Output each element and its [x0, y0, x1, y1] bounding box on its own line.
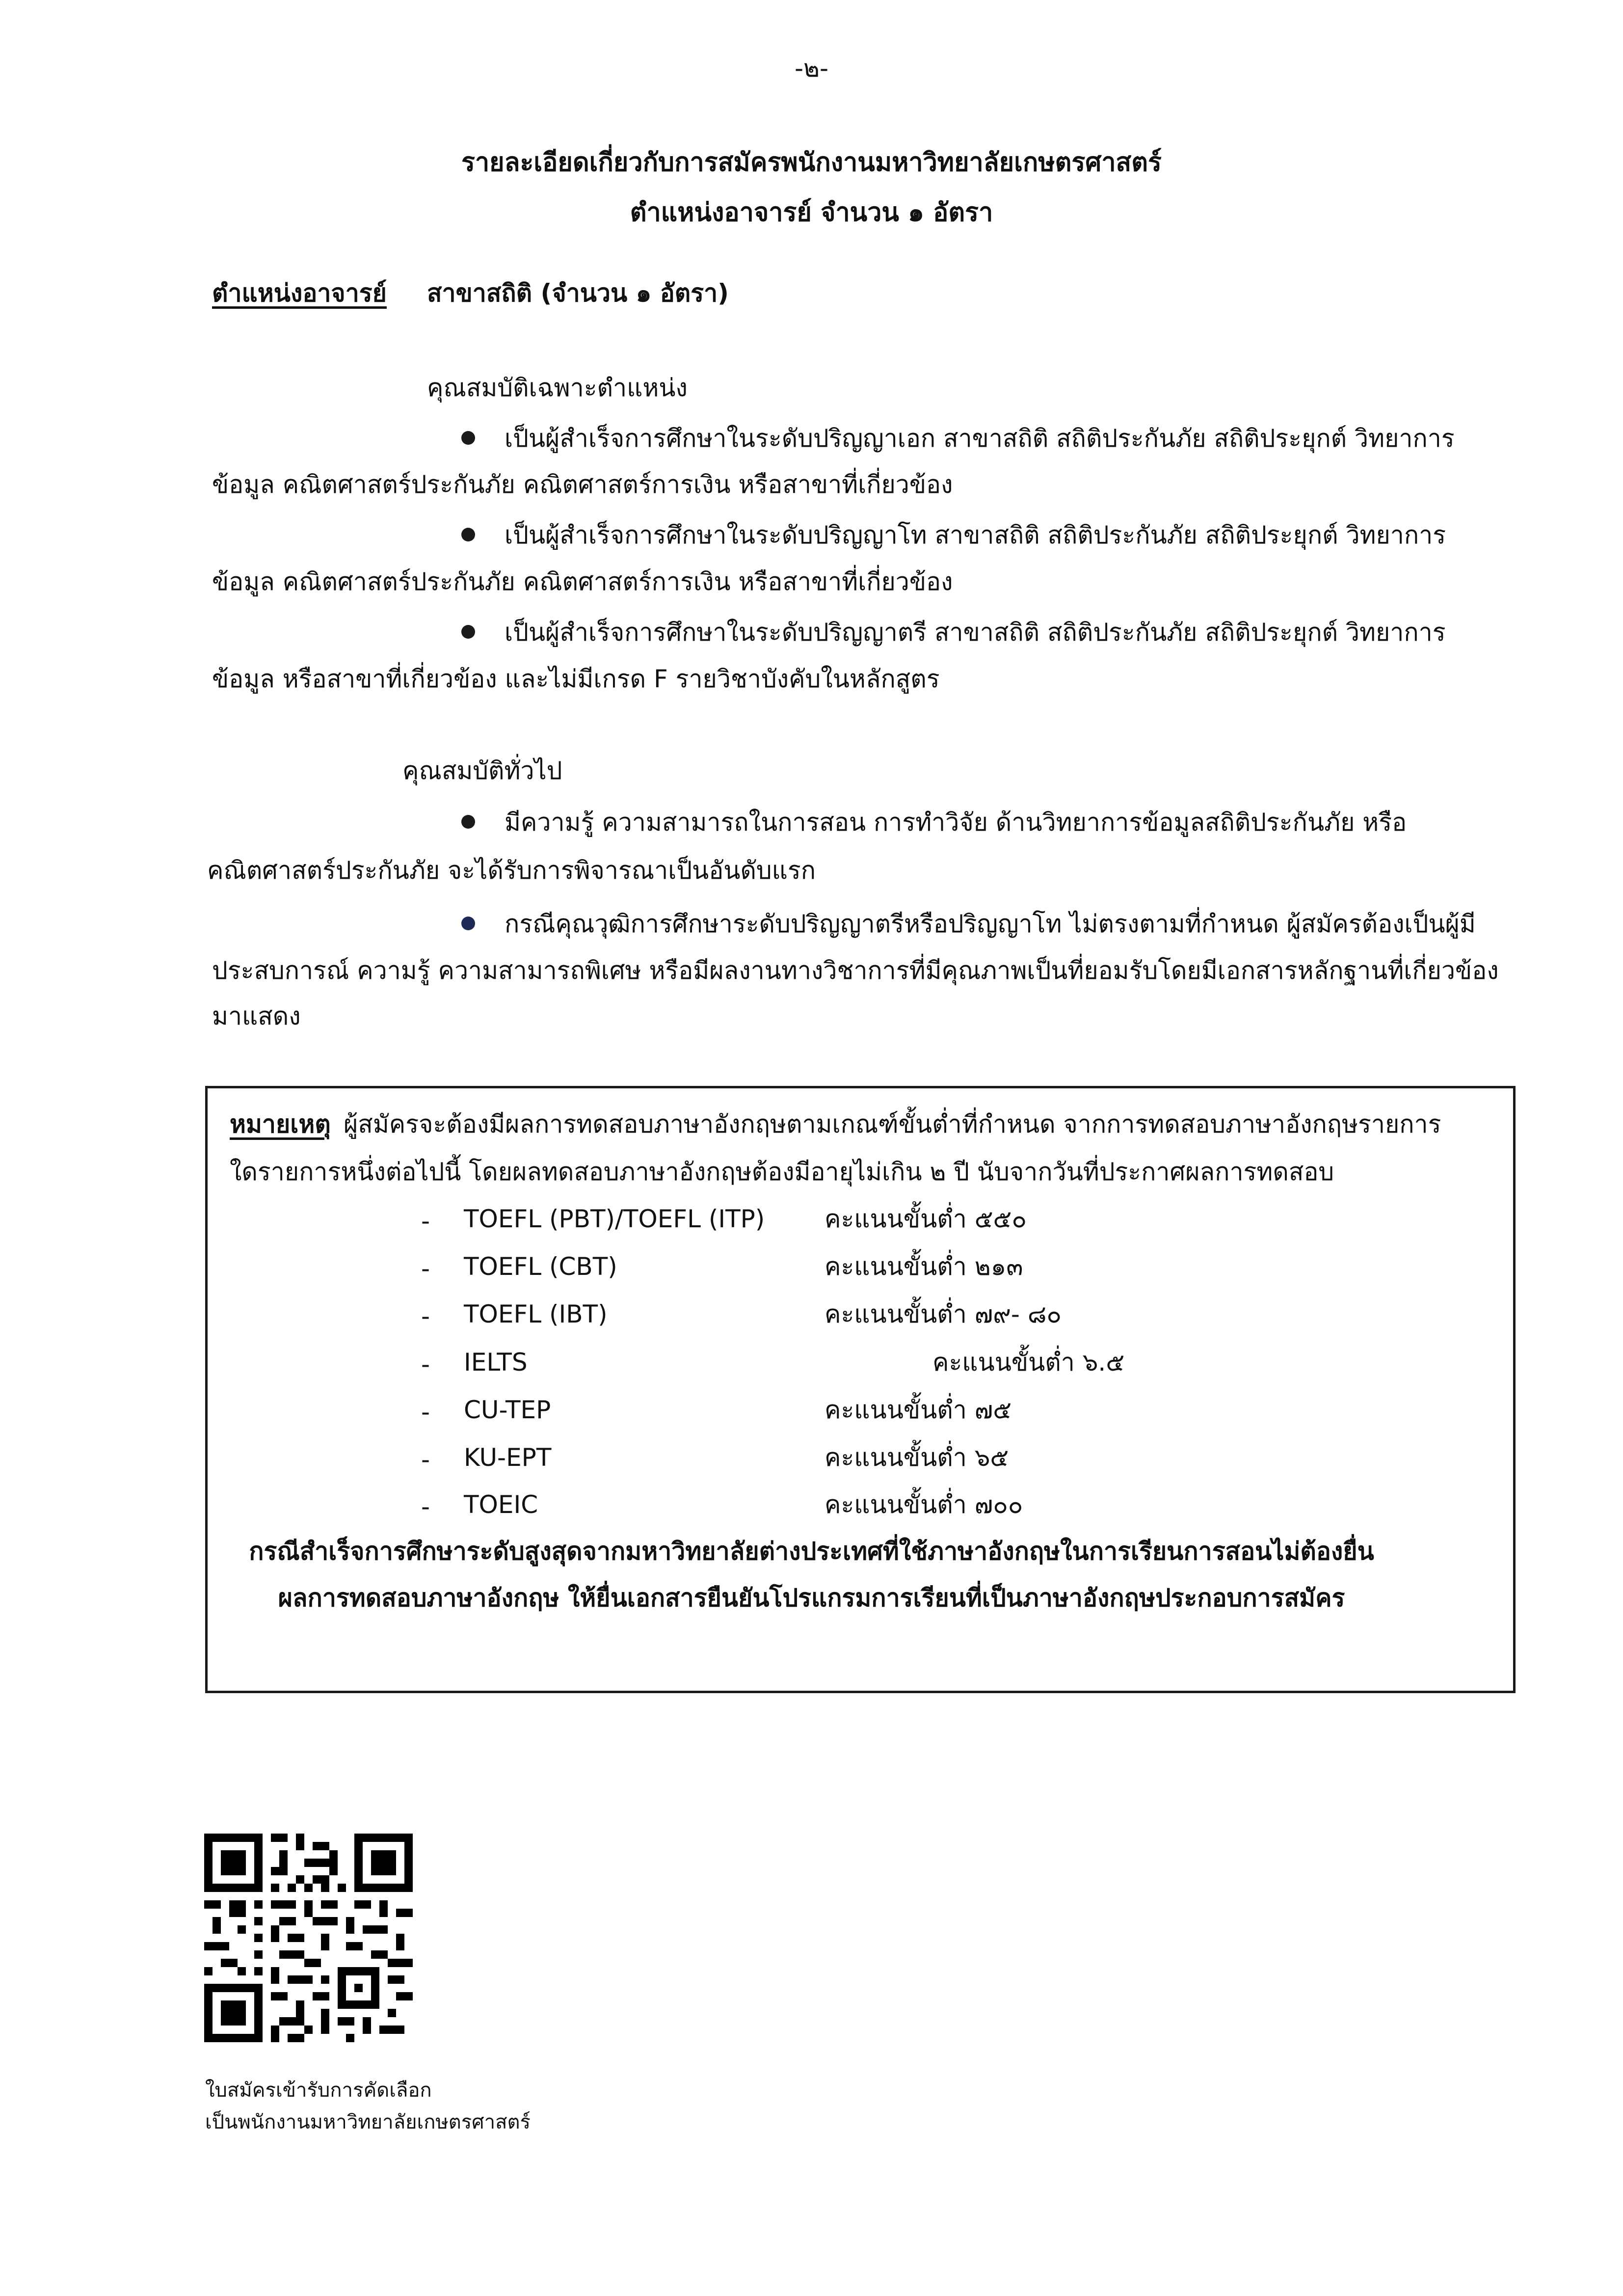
specific-item-1-line2: ข้อมูล คณิตศาสตร์ประกันภัย คณิตศาสตร์การเงิน หรือสาขาที่เกี่ยวข้อง	[212, 470, 953, 499]
general-qualifications-heading: คุณสมบัติทั่วไป	[402, 756, 562, 785]
test-dash: -	[421, 1350, 430, 1378]
bullet-icon	[461, 431, 475, 445]
test-dash: -	[421, 1254, 430, 1283]
qr-code-icon[interactable]	[204, 1834, 413, 2042]
page-number: -๒-	[794, 54, 829, 82]
test-score: คะแนนขั้นต่ำ ๗๕	[825, 1396, 1012, 1424]
position-detail: สาขาสถิติ (จำนวน ๑ อัตรา)	[427, 279, 729, 307]
note-footer-line2: ผลการทดสอบภาษาอังกฤษ ให้ยื่นเอกสารยืนยันโปรแกรมการเรียนที่เป็นภาษาอังกฤษประกอบการสมัคร	[278, 1584, 1345, 1612]
general-item-2-line2: ประสบการณ์ ความรู้ ความสามารถพิเศษ หรือมีผลงานทางวิชาการที่มีคุณภาพเป็นที่ยอมรับโดยมีเอกสารหลักฐานที่เกี่ยวข้อง	[212, 956, 1499, 985]
general-item-2-line1: กรณีคุณวุฒิการศึกษาระดับปริญญาตรีหรือปริญญาโท ไม่ตรงตามที่กำหนด ผู้สมัครต้องเป็นผู้มี	[505, 910, 1476, 938]
document-title: รายละเอียดเกี่ยวกับการสมัครพนักงานมหาวิทยาลัยเกษตรศาสตร์	[461, 148, 1162, 177]
test-dash: -	[421, 1207, 430, 1235]
test-score: คะแนนขั้นต่ำ ๗๙- ๘๐	[825, 1300, 1062, 1328]
qr-caption-line1: ใบสมัครเข้ารับการคัดเลือก	[205, 2079, 432, 2102]
specific-item-2-line2: ข้อมูล คณิตศาสตร์ประกันภัย คณิตศาสตร์การเงิน หรือสาขาที่เกี่ยวข้อง	[212, 567, 953, 596]
specific-qualifications-heading: คุณสมบัติเฉพาะตำแหน่ง	[427, 374, 688, 402]
test-dash: -	[421, 1492, 430, 1521]
general-item-1-line2: คณิตศาสตร์ประกันภัย จะได้รับการพิจารณาเป็นอันดับแรก	[207, 856, 816, 885]
test-score: คะแนนขั้นต่ำ ๕๕๐	[825, 1205, 1027, 1233]
test-name: TOEFL (PBT)/TOEFL (ITP)	[464, 1205, 765, 1233]
test-score: คะแนนขั้นต่ำ ๖๕	[825, 1443, 1009, 1472]
note-line2: ใดรายการหนึ่งต่อไปนี้ โดยผลทดสอบภาษาอังกฤษต้องมีอายุไม่เกิน ๒ ปี นับจากวันที่ประกาศผลการทดสอบ	[230, 1158, 1334, 1186]
specific-item-1-line1: เป็นผู้สำเร็จการศึกษาในระดับปริญญาเอก สาขาสถิติ สถิติประกันภัย สถิติประยุกต์ วิทยาการ	[505, 424, 1455, 453]
bullet-icon	[461, 625, 475, 639]
test-dash: -	[421, 1445, 430, 1474]
test-name: IELTS	[464, 1348, 528, 1377]
general-item-1-line1: มีความรู้ ความสามารถในการสอน การทำวิจัย ด้านวิทยาการข้อมูลสถิติประกันภัย หรือ	[505, 808, 1407, 837]
specific-item-3-line1: เป็นผู้สำเร็จการศึกษาในระดับปริญญาตรี สาขาสถิติ สถิติประกันภัย สถิติประยุกต์ วิทยาการ	[505, 618, 1446, 647]
document-subtitle: ตำแหน่งอาจารย์ จำนวน ๑ อัตรา	[630, 198, 993, 227]
note-label: หมายเหตุ	[230, 1110, 331, 1138]
specific-item-2-line1: เป็นผู้สำเร็จการศึกษาในระดับปริญญาโท สาขาสถิติ สถิติประกันภัย สถิติประยุกต์ วิทยาการ	[505, 521, 1446, 549]
position-label: ตำแหน่งอาจารย์	[212, 279, 387, 307]
note-line1: ผู้สมัครจะต้องมีผลการทดสอบภาษาอังกฤษตามเกณฑ์ขั้นต่ำที่กำหนด จากการทดสอบภาษาอังกฤษรายการ	[344, 1110, 1441, 1138]
test-score: คะแนนขั้นต่ำ ๖.๕	[932, 1348, 1125, 1377]
test-dash: -	[421, 1398, 430, 1426]
test-name: CU-TEP	[464, 1396, 551, 1424]
note-footer-line1: กรณีสำเร็จการศึกษาระดับสูงสุดจากมหาวิทยาลัยต่างประเทศที่ใช้ภาษาอังกฤษในการเรียนการสอนไม่ต้องยื่น	[249, 1537, 1374, 1566]
general-item-2-line3: มาแสดง	[212, 1002, 301, 1030]
test-score: คะแนนขั้นต่ำ ๒๑๓	[825, 1252, 1023, 1281]
test-name: TOEIC	[464, 1490, 538, 1519]
bullet-icon	[461, 815, 475, 829]
bullet-icon	[461, 917, 475, 930]
specific-item-3-line2: ข้อมูล หรือสาขาที่เกี่ยวข้อง และไม่มีเกรด F รายวิชาบังคับในหลักสูตร	[212, 665, 940, 693]
test-name: KU-EPT	[464, 1443, 552, 1472]
test-score: คะแนนขั้นต่ำ ๗๐๐	[825, 1490, 1023, 1519]
test-dash: -	[421, 1302, 430, 1330]
bullet-icon	[461, 528, 475, 541]
test-name: TOEFL (IBT)	[464, 1300, 608, 1328]
qr-caption-line2: เป็นพนักงานมหาวิทยาลัยเกษตรศาสตร์	[205, 2111, 531, 2134]
test-name: TOEFL (CBT)	[464, 1252, 617, 1281]
